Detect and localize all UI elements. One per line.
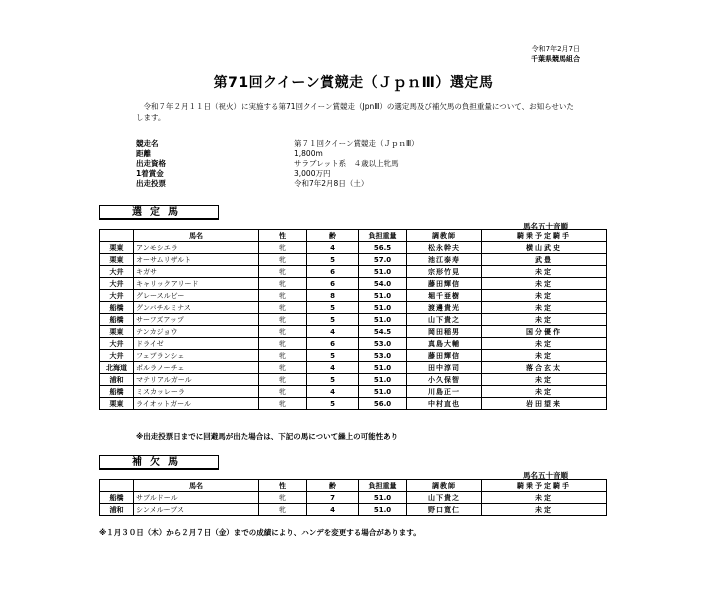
race-info-value: サラブレット系 ４歳以上牝馬 [294,159,399,168]
header-block [531,44,580,64]
table-row [100,242,607,254]
cell-age: 6 [307,338,359,350]
column-header-age: 齢 [307,230,359,242]
column-header-sex: 性 [259,480,307,492]
race-info-label: 出走投票 [136,179,166,188]
footer-note: ※１月３０日（木）から２月７日（金）までの成績により、ハンデを変更する場合があります。 [99,528,421,537]
cell-jockey: 未定 [482,374,607,386]
cell-affiliation: 栗東 [100,326,134,338]
table-row [100,338,607,350]
cell-weight: 54.0 [359,278,407,290]
cell-sex: 牝 [259,504,307,516]
cell-horse-name: ライオットガール [134,398,259,410]
cell-affiliation: 浦和 [100,504,134,516]
cell-jockey: 未定 [482,492,607,504]
cell-trainer: 小久保智 [407,374,482,386]
column-header-horse-name: 馬名 [134,230,259,242]
cell-jockey: 未定 [482,302,607,314]
cell-affiliation: 船橋 [100,302,134,314]
cell-trainer: 山下貴之 [407,314,482,326]
cell-trainer: 松永幹夫 [407,242,482,254]
cell-sex: 牝 [259,266,307,278]
race-info-row [136,159,419,169]
cell-horse-name: キガサ [134,266,259,278]
cell-weight: 53.0 [359,350,407,362]
cell-trainer: 藤田輝信 [407,278,482,290]
cell-horse-name: マテリアルガール [134,374,259,386]
cell-trainer: 渡邊貴光 [407,302,482,314]
table-row [100,254,607,266]
cell-jockey: 国分優作 [482,326,607,338]
cell-jockey: 未定 [482,314,607,326]
cell-age: 4 [307,386,359,398]
cell-horse-name: シンメルーブス [134,504,259,516]
cell-affiliation: 大井 [100,338,134,350]
table-row [100,350,607,362]
cell-sex: 牝 [259,398,307,410]
cell-affiliation: 浦和 [100,374,134,386]
cell-jockey: 未定 [482,266,607,278]
cell-jockey: 岩田望来 [482,398,607,410]
column-header-weight: 負担重量 [359,480,407,492]
column-header-affiliation [100,230,134,242]
table-row [100,314,607,326]
cell-age: 5 [307,254,359,266]
cell-jockey: 横山武史 [482,242,607,254]
race-info-value: 令和7年2月8日（土） [294,179,369,188]
cell-horse-name: グンバチルミナス [134,302,259,314]
column-header-horse-name: 馬名 [134,480,259,492]
cell-horse-name: グレースルビー [134,290,259,302]
reserve-horses-table [99,479,607,516]
cell-weight: 56.0 [359,398,407,410]
cell-trainer: 真島大輔 [407,338,482,350]
race-info-label: 距離 [136,149,151,158]
cell-sex: 牝 [259,254,307,266]
race-info-value: 1,800m [294,149,323,158]
cell-sex: 牝 [259,350,307,362]
cell-horse-name: ドライゼ [134,338,259,350]
cell-weight: 51.0 [359,266,407,278]
cell-horse-name: オーサムリザルト [134,254,259,266]
cell-weight: 51.0 [359,504,407,516]
cell-age: 6 [307,266,359,278]
cell-affiliation: 栗東 [100,398,134,410]
intro-text: 令和７年２月１１日（祝火）に実施する第71回クイーン賞競走（JpnⅢ）の選定馬及び補欠馬の負担重量について、お知らせいたします。 [136,102,574,122]
column-header-age: 齢 [307,480,359,492]
table-row [100,326,607,338]
cell-age: 4 [307,362,359,374]
cell-age: 5 [307,314,359,326]
cell-sex: 牝 [259,338,307,350]
table-row [100,290,607,302]
cell-weight: 51.0 [359,362,407,374]
cell-horse-name: アンモシエラ [134,242,259,254]
reserve-sort-note: 馬名五十音順 [523,471,568,480]
cell-jockey: 未定 [482,290,607,302]
table-header-row [100,230,607,242]
cell-sex: 牝 [259,374,307,386]
race-info-label: 競走名 [136,139,159,148]
cell-weight: 57.0 [359,254,407,266]
cell-sex: 牝 [259,492,307,504]
issue-date: 令和7年2月7日 [531,45,580,53]
cell-trainer: 山下貴之 [407,492,482,504]
cell-trainer: 田中淳司 [407,362,482,374]
cell-jockey: 未定 [482,386,607,398]
race-info-row [136,139,419,149]
race-info-value: 3,000万円 [294,169,331,178]
selected-sort-note: 馬名五十音順 [523,222,568,231]
cell-affiliation: 大井 [100,266,134,278]
selected-horses-table [99,229,607,410]
cell-sex: 牝 [259,314,307,326]
cell-affiliation: 栗東 [100,254,134,266]
table-header-row [100,480,607,492]
cell-horse-name: サーフズアップ [134,314,259,326]
table-row [100,278,607,290]
table-row [100,362,607,374]
cell-affiliation: 船橋 [100,492,134,504]
cell-age: 6 [307,278,359,290]
table-row [100,386,607,398]
cell-sex: 牝 [259,326,307,338]
cell-weight: 51.0 [359,386,407,398]
cell-jockey: 未定 [482,504,607,516]
race-info-label: 1着賞金 [136,169,164,178]
table-row [100,266,607,278]
cell-horse-name: テンカジョウ [134,326,259,338]
cell-weight: 51.0 [359,290,407,302]
race-info-value: 第７１回クイーン賞競走（ＪｐｎⅢ） [294,139,419,148]
cell-age: 4 [307,326,359,338]
cell-affiliation: 栗東 [100,242,134,254]
reserve-section-title: 補欠馬 [99,455,219,470]
cell-sex: 牝 [259,302,307,314]
cell-weight: 51.0 [359,302,407,314]
cell-affiliation: 大井 [100,278,134,290]
cell-jockey: 未定 [482,338,607,350]
cell-age: 4 [307,242,359,254]
cell-affiliation: 船橋 [100,314,134,326]
table-row [100,504,607,516]
column-header-jockey: 騎乗予定騎手 [482,480,607,492]
cell-weight: 51.0 [359,314,407,326]
cell-jockey: 未定 [482,278,607,290]
cell-weight: 51.0 [359,374,407,386]
selected-section-title: 選定馬 [99,205,219,220]
cell-sex: 牝 [259,290,307,302]
column-header-jockey: 騎乗予定騎手 [482,230,607,242]
cell-weight: 56.5 [359,242,407,254]
cell-trainer: 藤田輝信 [407,350,482,362]
cell-age: 5 [307,350,359,362]
cell-age: 4 [307,504,359,516]
cell-affiliation: 北海道 [100,362,134,374]
organization: 千葉県競馬組合 [531,55,580,63]
table-row [100,398,607,410]
cell-sex: 牝 [259,242,307,254]
race-info-row [136,169,419,179]
cell-affiliation: 大井 [100,350,134,362]
cell-sex: 牝 [259,362,307,374]
cell-horse-name: サブルドール [134,492,259,504]
cell-trainer: 池江泰寿 [407,254,482,266]
cell-age: 7 [307,492,359,504]
cell-horse-name: キャリックアリード [134,278,259,290]
cell-weight: 54.5 [359,326,407,338]
cell-affiliation: 大井 [100,290,134,302]
table-row [100,302,607,314]
table-row [100,492,607,504]
cell-weight: 53.0 [359,338,407,350]
cell-age: 5 [307,398,359,410]
page-title: 第71回クイーン賞競走（ＪｐｎⅢ）選定馬 [213,75,494,91]
column-header-trainer: 調教師 [407,230,482,242]
cell-sex: 牝 [259,386,307,398]
cell-horse-name: ポルラノーチェ [134,362,259,374]
table-row [100,374,607,386]
cell-horse-name: ミスカッレーラ [134,386,259,398]
cell-jockey: 落合玄太 [482,362,607,374]
cell-trainer: 堀千亜樹 [407,290,482,302]
cell-trainer: 宗形竹見 [407,266,482,278]
cell-trainer: 川島正一 [407,386,482,398]
cell-horse-name: フェブランシェ [134,350,259,362]
race-info [136,139,419,189]
race-info-label: 出走資格 [136,159,166,168]
race-info-row [136,179,419,189]
cell-trainer: 野口寛仁 [407,504,482,516]
cell-weight: 51.0 [359,492,407,504]
cell-trainer: 中村直也 [407,398,482,410]
cell-jockey: 武豊 [482,254,607,266]
column-header-sex: 性 [259,230,307,242]
cell-age: 5 [307,302,359,314]
cell-trainer: 岡田稲男 [407,326,482,338]
column-header-weight: 負担重量 [359,230,407,242]
cell-age: 5 [307,374,359,386]
cell-age: 8 [307,290,359,302]
race-info-row [136,149,419,159]
carry-up-note: ※出走投票日までに回避馬が出た場合は、下記の馬について繰上の可能性あり [136,432,399,441]
cell-jockey: 未定 [482,350,607,362]
column-header-trainer: 調教師 [407,480,482,492]
cell-sex: 牝 [259,278,307,290]
cell-affiliation: 船橋 [100,386,134,398]
column-header-affiliation [100,480,134,492]
